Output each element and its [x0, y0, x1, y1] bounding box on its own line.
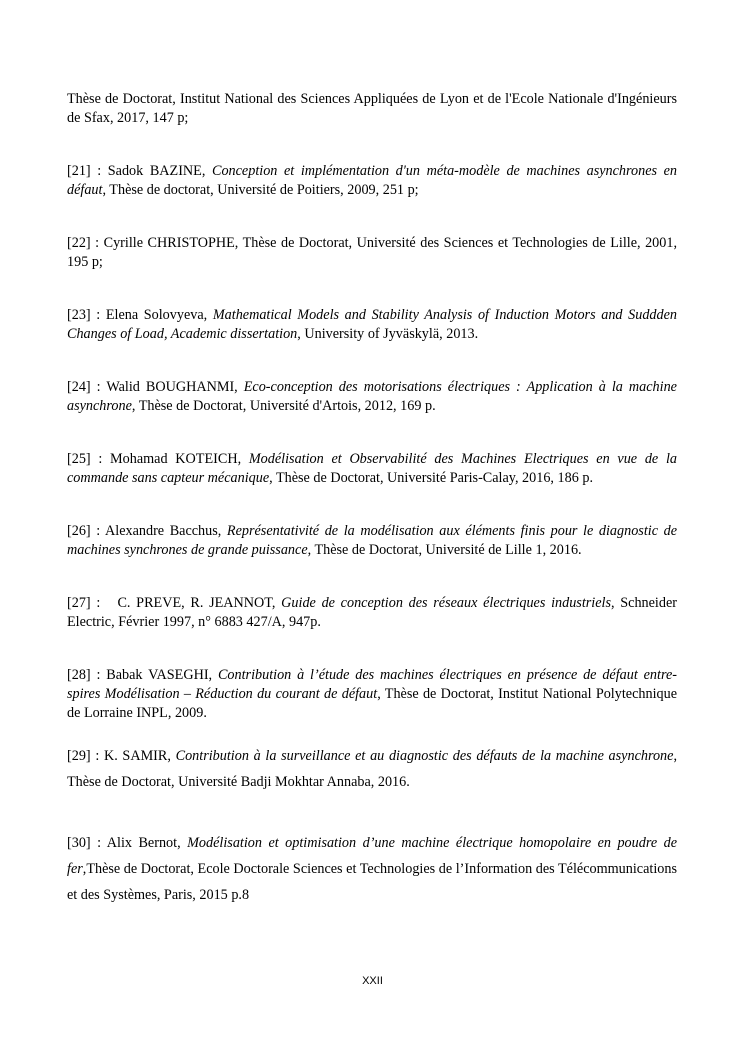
reference-27: [27] : C. PREVE, R. JEANNOT, Guide de conception des réseaux électriques industriels, Schneider Electric, Février 1997, n° 6883 427/A, 947p. [67, 595, 677, 630]
reference-22: [22] : Cyrille CHRISTOPHE, Thèse de Doctorat, Université des Sciences et Technologies de Lille, 2001, 195 p; [67, 235, 677, 270]
reference-25: [25] : Mohamad KOTEICH, Modélisation et Observabilité des Machines Electriques en vue de la commande sans capteur mécanique, Thèse de Doctorat, Université Paris-Calay, 2016, 186 p. [67, 451, 677, 486]
reference-24: [24] : Walid BOUGHANMI, Eco-conception des motorisations électriques : Application à la machine asynchrone, Thèse de Doctorat, Université d'Artois, 2012, 169 p. [67, 379, 677, 414]
page-number: XXII [362, 975, 383, 987]
reference-30: [30] : Alix Bernot, Modélisation et optimisation d’une machine électrique homopolaire en poudre de fer,Thèse de Doctorat, Ecole Doctorale Sciences et Technologies de l’Information des Télécommunications et des Systèmes, Paris, 2015 p.8 [67, 835, 678, 903]
reference-23: [23] : Elena Solovyeva, Mathematical Models and Stability Analysis of Induction Motors and Suddden Changes of Load, Academic dissertation, University of Jyväskylä, 2013. [67, 307, 677, 342]
reference-28: [28] : Babak VASEGHI, Contribution à l’étude des machines électriques en présence de défaut entre-spires Modélisation – Réduction du courant de défaut, Thèse de Doctorat, Institut National Polytechnique de Lorraine INPL, 2009. [67, 667, 677, 721]
reference-26: [26] : Alexandre Bacchus, Représentativité de la modélisation aux éléments finis pour le diagnostic de machines synchrones de grande puissance, Thèse de Doctorat, Université de Lille 1, 2016. [67, 523, 677, 558]
reference-21: [21] : Sadok BAZINE, Conception et implémentation d'un méta-modèle de machines asynchrones en défaut, Thèse de doctorat, Université de Poitiers, 2009, 251 p; [67, 163, 677, 198]
reference-29: [29] : K. SAMIR, Contribution à la surveillance et au diagnostic des défauts de la machine asynchrone, Thèse de Doctorat, Université Badji Mokhtar Annaba, 2016. [67, 748, 677, 790]
reference-continuation: Thèse de Doctorat, Institut National des Sciences Appliquées de Lyon et de l'Ecole Nationale d'Ingénieurs de Sfax, 2017, 147 p; [67, 91, 677, 126]
